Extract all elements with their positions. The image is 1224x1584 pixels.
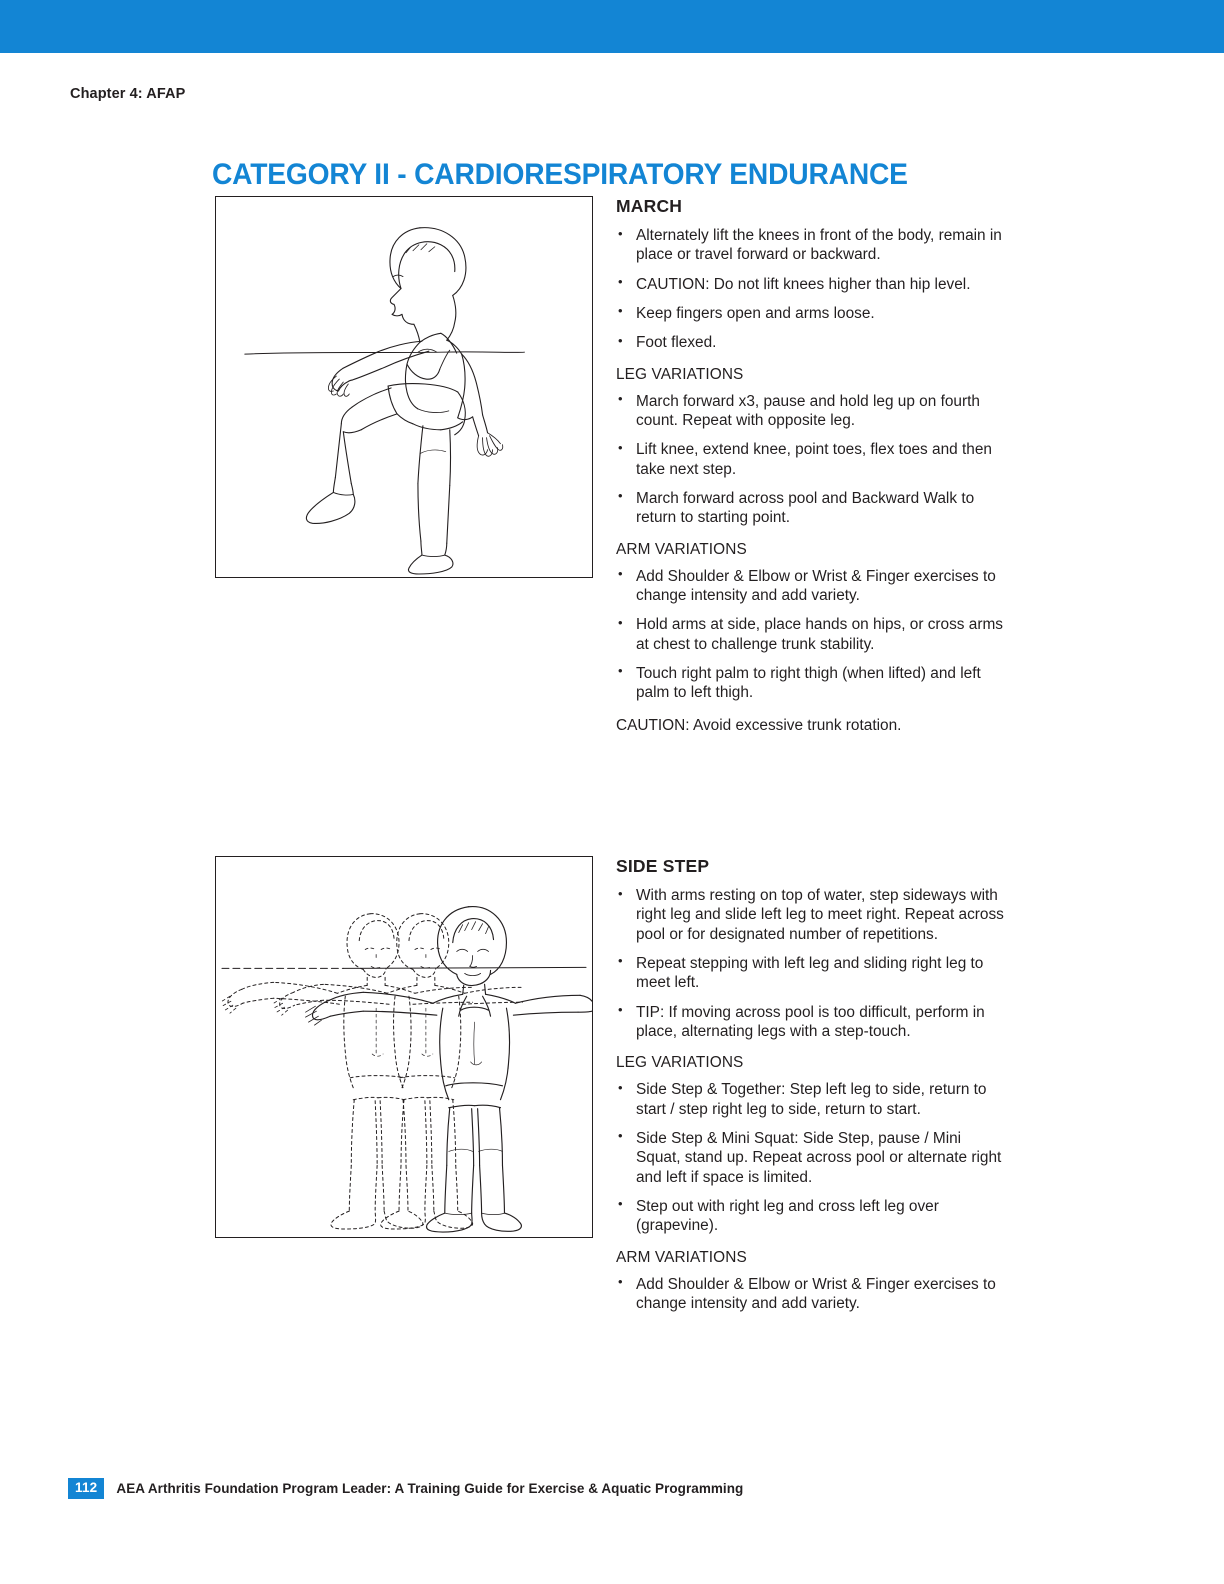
list-item: • Step out with right leg and cross left leg over (grapevine). <box>616 1197 1008 1236</box>
list-item: • March forward x3, pause and hold leg up on fourth count. Repeat with opposite leg. <box>616 392 1008 431</box>
exercise-title: SIDE STEP <box>616 856 710 876</box>
list-item: • Touch right palm to right thigh (when lifted) and left palm to left thigh. <box>616 664 1008 703</box>
list-item: • Hold arms at side, place hands on hips, or cross arms at chest to challenge trunk stability. <box>616 615 1008 654</box>
arm-variations-heading: ARM VARIATIONS <box>616 540 747 558</box>
leg-variations-list <box>616 1080 1008 1235</box>
top-blue-band <box>0 0 1224 53</box>
list-item: • Side Step & Mini Squat: Side Step, pause / Mini Squat, stand up. Repeat across pool or alternate right and left if space is limited. <box>616 1129 1008 1187</box>
leg-variations-heading: LEG VARIATIONS <box>616 1054 744 1072</box>
list-item: • TIP: If moving across pool is too difficult, perform in place, alternating legs with a step-touch. <box>616 1003 1008 1042</box>
illustration-side-step <box>215 856 593 1238</box>
leg-variations-list <box>616 392 1008 528</box>
exercise-bullets <box>616 226 1008 353</box>
list-item: • Add Shoulder & Elbow or Wrist & Finger exercises to change intensity and add variety. <box>616 567 1008 606</box>
page-title: CATEGORY II - CARDIORESPIRATORY ENDURANCE <box>212 158 908 192</box>
closing-caution-note: CAUTION: Avoid excessive trunk rotation. <box>616 716 902 734</box>
list-item: • Add Shoulder & Elbow or Wrist & Finger exercises to change intensity and add variety. <box>616 1275 1008 1314</box>
leg-variations-heading: LEG VARIATIONS <box>616 365 744 383</box>
list-item: • Repeat stepping with left leg and sliding right leg to meet left. <box>616 954 1008 993</box>
arm-variations-heading: ARM VARIATIONS <box>616 1248 747 1266</box>
running-head: Chapter 4: AFAP <box>70 86 186 102</box>
list-item: • CAUTION: Do not lift knees higher than hip level. <box>616 275 1008 294</box>
exercise-title: MARCH <box>616 196 683 216</box>
arm-variations-list <box>616 567 1008 703</box>
arm-variations-list <box>616 1275 1008 1314</box>
page-number-badge: 112 <box>68 1478 104 1499</box>
footer-title-text: AEA Arthritis Foundation Program Leader: A Training Guide for Exercise & Aquatic Programming <box>116 1480 744 1496</box>
illustration-march <box>215 196 593 578</box>
list-item: • March forward across pool and Backward Walk to return to starting point. <box>616 489 1008 528</box>
list-item: • Alternately lift the knees in front of the body, remain in place or travel forward or backward. <box>616 226 1008 265</box>
page-footer <box>68 1478 743 1499</box>
list-item: • Lift knee, extend knee, point toes, flex toes and then take next step. <box>616 440 1008 479</box>
exercise-bullets <box>616 886 1008 1041</box>
exercise-text-side-step <box>616 856 1008 1313</box>
list-item: • Side Step & Together: Step left leg to side, return to start / step right leg to side, return to start. <box>616 1080 1008 1119</box>
list-item: • Foot flexed. <box>616 333 1008 352</box>
list-item: • With arms resting on top of water, step sideways with right leg and slide left leg to meet right. Repeat across pool or for designated number of repetitions. <box>616 886 1008 944</box>
list-item: • Keep fingers open and arms loose. <box>616 304 1008 323</box>
exercise-text-march <box>616 196 1008 735</box>
